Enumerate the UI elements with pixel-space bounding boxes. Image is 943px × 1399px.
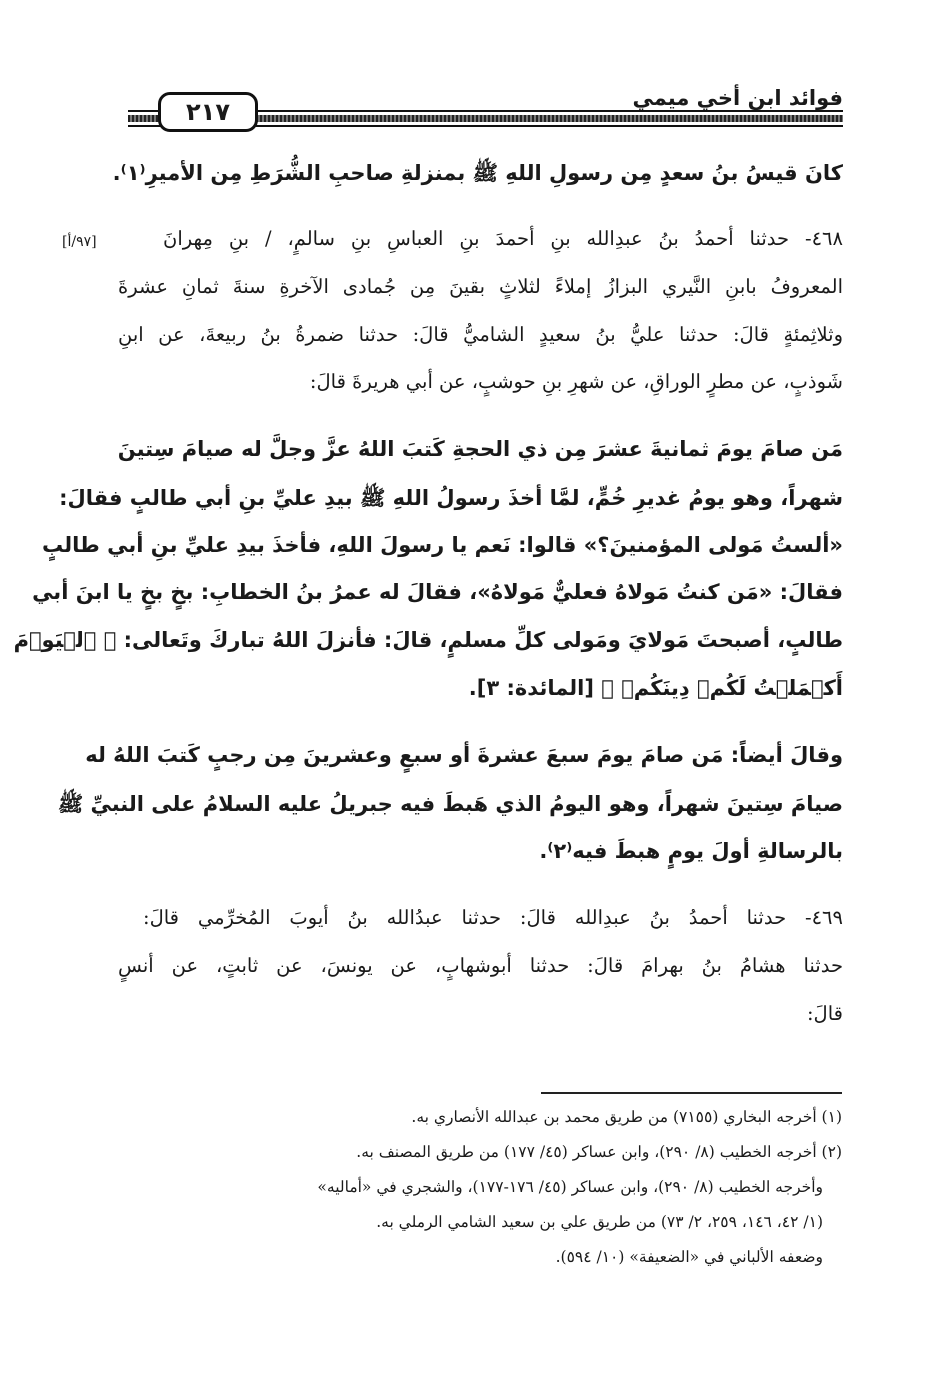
- running-header: [128, 78, 843, 138]
- book-title: فوائد ابن أخي ميمي: [632, 86, 843, 110]
- footnote-2: (٢) أخرجه الخطيب (٨/ ٢٩٠)، وابن عساكر (٤٥/ ١٧٧) من طريق المصنف به.: [356, 1143, 842, 1161]
- text-line: شهراً، وهو يومُ غديرِ خُمٍّ، لمَّا أخذَ رسولُ اللهِ ﷺ بيدِ عليِّ بنِ أبي طالبٍ فقالَ:: [59, 486, 843, 510]
- text-line: المعروفُ بابنِ النَّيري البزازُ إملاءً لثلاثٍ بقينَ مِن جُمادى الآخرةِ سنةَ ثمانِ عشرةَ: [118, 275, 843, 298]
- footnote-1: (١) أخرجه البخاري (٧١٥٥) من طريق محمد بن عبدالله الأنصاري به.: [411, 1108, 842, 1126]
- text-line: وقالَ أيضاً: مَن صامَ يومَ سبعَ عشرةَ أو سبعٍ وعشرينَ مِن رجبٍ كَتبَ اللهُ له: [85, 743, 843, 767]
- manuscript-folio-marker: [٩٧/أ]: [62, 234, 97, 250]
- footnote-2-continuation: وضعفه الألباني في «الضعيفة» (١٠/ ٥٩٤).: [555, 1248, 823, 1266]
- text-line: «ألستُ مَولى المؤمنينَ؟» قالوا: نَعم يا رسولَ اللهِ، فأخذَ بيدِ عليِّ بنِ أبي طالبٍ: [41, 533, 843, 557]
- text-line: شَوذبٍ، عن مطرٍ الوراقِ، عن شهرِ بنِ حوشبٍ، عن أبي هريرةَ قالَ:: [309, 370, 843, 393]
- hadith-468-line: ٤٦٨- حدثنا أحمدُ بنُ عبدِالله بنِ أحمدَ بنِ العباسِ بنِ سالمٍ، / بنِ مِهرانَ: [163, 227, 843, 250]
- text-line: فقالَ: «مَن كنتُ مَولاهُ فعليٌّ مَولاهُ»، فقالَ له عمرُ بنُ الخطابِ: بخٍ بخٍ يا ابنَ أبي: [32, 580, 843, 604]
- text-line: وثلاثِمئةٍ قالَ: حدثنا عليُّ بنُ سعيدٍ الشاميُّ قالَ: حدثنا ضمرةُ بنُ ربيعةَ، عن ابنِ: [118, 323, 843, 346]
- text-line: صيامَ سِتينَ شهراً، وهو اليومُ الذي هَبطَ فيه جبريلُ عليه السلامُ على النبيِّ ﷺ: [57, 792, 843, 816]
- footnote-divider: [541, 1092, 842, 1094]
- text-line: طالبٍ، أصبحتَ مَولايَ ومَولى كلِّ مسلمٍ، قالَ: فأنزلَ اللهُ تباركَ وتَعالى: ﴿ ٱلۡيَوۡمَ: [13, 628, 843, 652]
- text-line: قالَ:: [806, 1002, 843, 1025]
- text-line: كانَ قيسُ بنُ سعدٍ مِن رسولِ اللهِ ﷺ بمنزلةِ صاحبِ الشُّرَطِ مِن الأميرِ⁽١⁾.: [112, 161, 843, 185]
- footnote-2-continuation: وأخرجه الخطيب (٨/ ٢٩٠)، وابن عساكر (٤٥/ ١٧٦-١٧٧)، والشجري في «أماليه»: [317, 1178, 823, 1196]
- page-number: ٢١٧: [158, 92, 258, 132]
- footnote-2-continuation: (١/ ٤٢، ١٤٦، ٢٥٩، ٢/ ٧٣) من طريق علي بن سعيد الشامي الرملي به.: [376, 1213, 823, 1231]
- text-line: مَن صامَ يومَ ثمانيةَ عشرَ مِن ذي الحجةِ كَتبَ اللهُ عزَّ وجلَّ له صيامَ سِتينَ: [117, 437, 843, 461]
- text-line: بالرسالةِ أولَ يومٍ هبطَ فيه⁽٢⁾.: [539, 839, 843, 863]
- quran-verse-line: أَكۡمَلۡتُ لَكُمۡ دِينَكُمۡ ﴾ [المائدة: ٣].: [468, 676, 843, 700]
- text-line: حدثنا هشامُ بنُ بهرامَ قالَ: حدثنا أبوشهابٍ، عن يونسَ، عن ثابتٍ، عن أنسٍ: [118, 954, 843, 977]
- hadith-469-line: ٤٦٩- حدثنا أحمدُ بنُ عبدِالله قالَ: حدثنا عبدُالله بنُ أيوبَ المُخرِّمي قالَ:: [143, 906, 843, 929]
